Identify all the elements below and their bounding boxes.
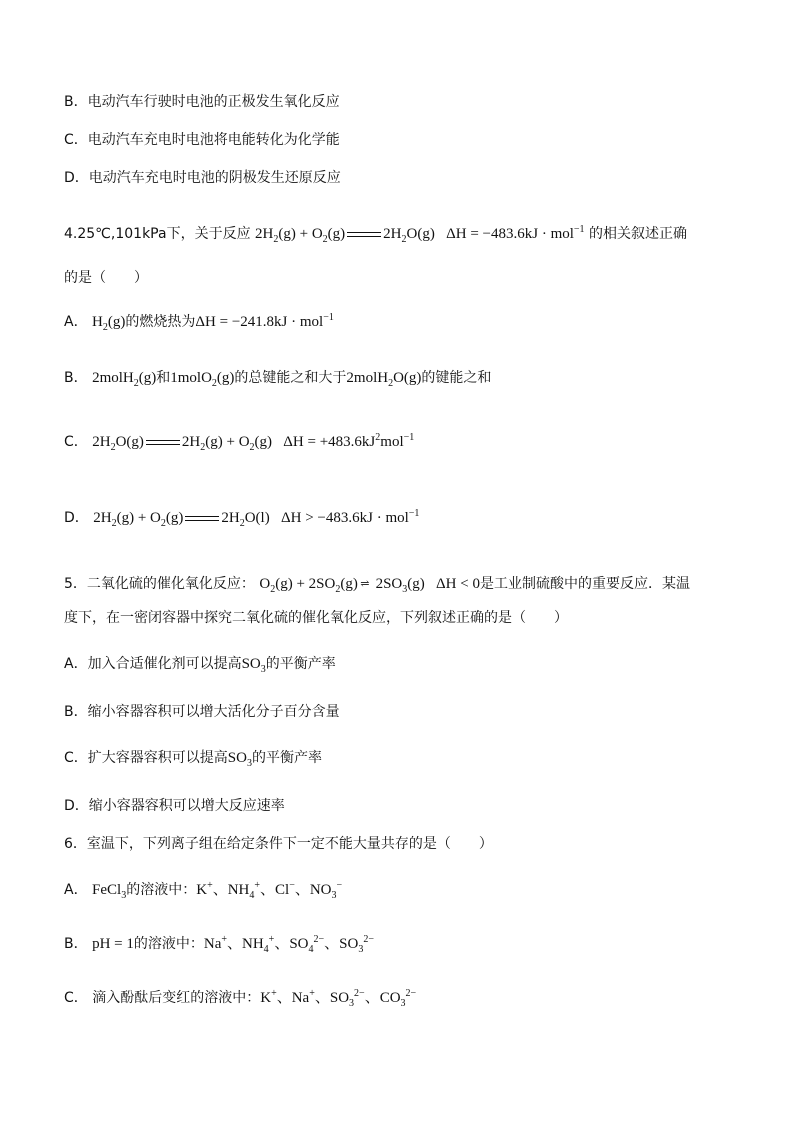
q4-equation: $2H_2(g) + O_2(g)$ $2H_2O(g) \Delta H = -483.6kJ \cdot mol^{-1}$	[255, 224, 585, 245]
q5-option-c: C．扩大容器容积可以提高$SO_3$的平衡产率	[64, 750, 322, 769]
q4-option-c: C． $2H_2O(g) 2H_2(g) + O_2(g) \Delta H = +483.6kJ^2mol^{-1}$	[64, 432, 415, 453]
q6-option-a: A． FeCl$_3$的溶液中：K+、$NH_4^+$、Cl−、$NO_3^-$	[64, 880, 343, 901]
q4-option-a: A． $H_2(g)$的燃烧热为ΔH = −241.8kJ · mol$^{-1}$	[64, 312, 334, 333]
q5-option-d: D．缩小容器容积可以增大反应速率	[64, 798, 285, 814]
q5-stem-line1: 5．二氧化硫的催化氧化反应： $O_2(g) + 2SO_2(g)$ ⇌ $2SO_3(g) \Delta H < 0$是工业制硫酸中的重要反应．某温	[64, 576, 690, 595]
q6-option-c: C． 滴入酚酞后变红的溶液中：K+、Na+、$SO_3^{2-}$、$CO_3^{2-}$	[64, 988, 417, 1009]
q3-option-d: D．电动汽车充电时电池的阴极发生还原反应	[64, 170, 341, 186]
q4-option-b: B． 2molH$_2$(g)和1molO$_2$(g)的总键能之和大于2molH$_2$O(g)的键能之和	[64, 370, 492, 389]
q5-stem-line2: 度下，在一密闭容器中探究二氧化硫的催化氧化反应，下列叙述正确的是（ ）	[64, 610, 568, 626]
q4-stem-line2: 的是（ ）	[64, 270, 148, 286]
q4-tail: 的相关叙述正确	[589, 226, 687, 242]
q5-option-b: B．缩小容器容积可以增大活化分子百分含量	[64, 704, 340, 720]
q3-option-c: C．电动汽车充电时电池将电能转化为化学能	[64, 132, 340, 148]
q6-stem: 6．室温下，下列离子组在给定条件下一定不能大量共存的是（ ）	[64, 836, 493, 852]
q4-condition: 4.25℃,101kPa下，关于反应	[64, 226, 251, 242]
q4-stem-line1	[64, 224, 687, 244]
q4-option-d: D． $2H_2(g) + O_2(g)$ $2H_2O(l) \Delta H > -483.6kJ \cdot mol^{-1}$	[64, 508, 420, 529]
q5-option-a: A．加入合适催化剂可以提高$SO_3$的平衡产率	[64, 656, 336, 675]
q6-option-b: B． pH = 1的溶液中：Na+、$NH_4^+$、$SO_4^{2-}$、$SO_3^{2-}$	[64, 934, 374, 955]
q3-option-b: B．电动汽车行驶时电池的正极发生氧化反应	[64, 94, 340, 110]
